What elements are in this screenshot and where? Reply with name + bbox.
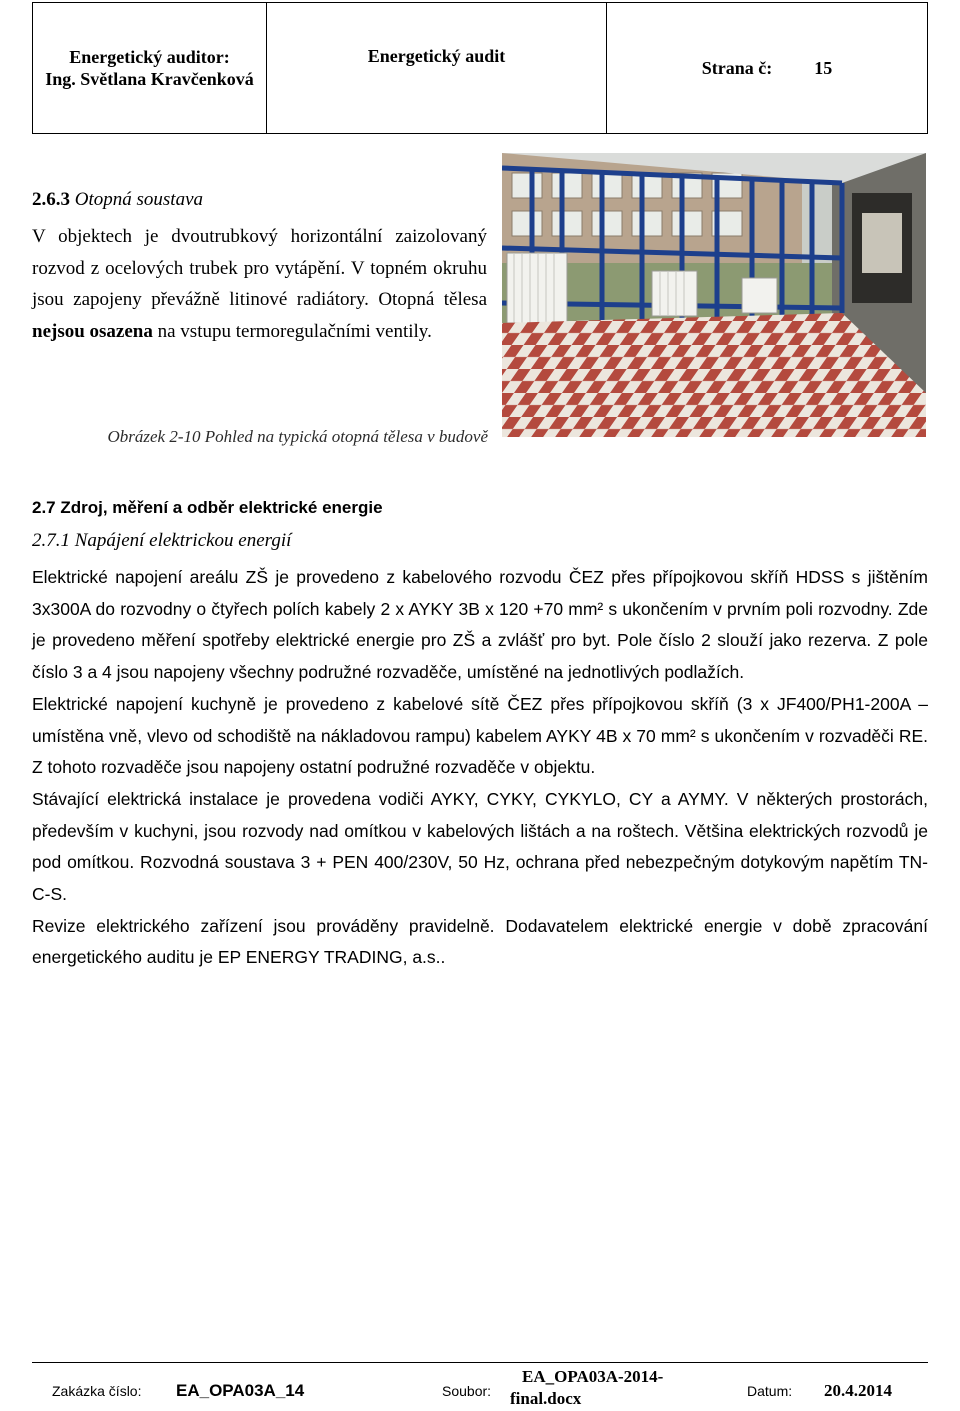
header-author-label: Energetický auditor:	[69, 47, 230, 67]
section-2-6-3-heading	[32, 189, 203, 211]
header-author-cell	[33, 3, 266, 133]
header-doc-title: Energetický audit	[367, 46, 506, 66]
intro-text: V objektech je dvoutrubkový horizontální zaizolovaný rozvod z ocelových trubek pro vytápění. V topném okruhu jsou zapojeny převážně litinové radiátory. Otopná tělesa	[32, 226, 487, 310]
footer-file-value-2: final.docx	[510, 1389, 582, 1408]
intro-bold-text: nejsou osazena	[32, 320, 153, 342]
intro-text-end: na vstupu termoregulačními ventily.	[152, 320, 432, 342]
paragraph-4: Revize elektrického zařízení jsou prováděny pravidelně. Dodavatelem elektrické energie v době zpracování energetického auditu je EP ENERGY TRADING, a.s..	[32, 915, 928, 968]
footer-file-label: Soubor:	[442, 1383, 492, 1399]
header-author-name: Ing. Světlana Kravčenková	[45, 69, 254, 89]
section-2-7-heading: 2.7 Zdroj, měření a odběr elektrické energie	[32, 498, 383, 517]
section-2-7-1-body	[32, 562, 928, 974]
header-page-label: Strana č:	[701, 58, 773, 78]
paragraph-1: Elektrické napojení areálu ZŠ je provedeno z kabelového rozvodu ČEZ přes přípojkovou skříň HDSS s jištěním 3x300A do rozvodny o čtyřech polích kabely 2 x AYKY 3B x 120 +70 mm² s ukončením v prvním poli rozvodny. Zde je provedeno měření spotřeby elektrické energie pro ZŠ a zvlášť pro byt. Pole číslo 2 slouží jako rezerva. Z pole číslo 3 a 4 jsou napojeny všechny podružné rozvaděče, umístěné na jednotlivých podlažích.	[32, 567, 928, 683]
footer-file-value-1: EA_OPA03A-2014-	[522, 1367, 664, 1386]
footer-date-value: 20.4.2014	[824, 1381, 892, 1400]
section-number: 2.6.3	[32, 189, 70, 210]
header-page-cell	[606, 3, 927, 133]
figure-caption: Obrázek 2-10 Pohled na typická otopná tělesa v budově	[107, 427, 488, 446]
header-page-number: 15	[814, 58, 833, 78]
footer-order-label: Zakázka číslo:	[52, 1383, 142, 1399]
page-footer	[32, 1362, 928, 1411]
section-2-6-3-text	[32, 221, 487, 347]
radiator-corridor-photo	[502, 153, 926, 437]
paragraph-2: Elektrické napojení kuchyně je provedeno z kabelové sítě ČEZ přes přípojkovou skříň (3 x JF400/PH1-200A – umístěna vně, vlevo od schodiště na nákladovou rampu) kabelem AYKY 4B x 70 mm² s ukončením v rozvaděči RE. Z tohoto rozvaděče jsou napojeny ostatní podružné rozvaděče v objektu.	[32, 693, 928, 778]
footer-order-value: EA_OPA03A_14	[176, 1381, 305, 1400]
footer-date-label: Datum:	[747, 1383, 793, 1399]
section-title: Otopná soustava	[74, 189, 203, 210]
section-2-7-1-heading: 2.7.1 Napájení elektrickou energií	[32, 530, 292, 551]
paragraph-3: Stávající elektrická instalace je provedena vodiči AYKY, CYKY, CYKYLO, CY a AYMY. V některých prostorách, především v kuchyni, jsou rozvody nad omítkou v kabelových lištách a na roštech. Většina elektrických rozvodů je pod omítkou. Rozvodná soustava 3 + PEN 400/230V, 50 Hz, ochrana před nebezpečným dotykovým napětím TN-C-S.	[32, 788, 928, 905]
header-title-cell	[266, 3, 606, 133]
page-header	[32, 2, 928, 134]
